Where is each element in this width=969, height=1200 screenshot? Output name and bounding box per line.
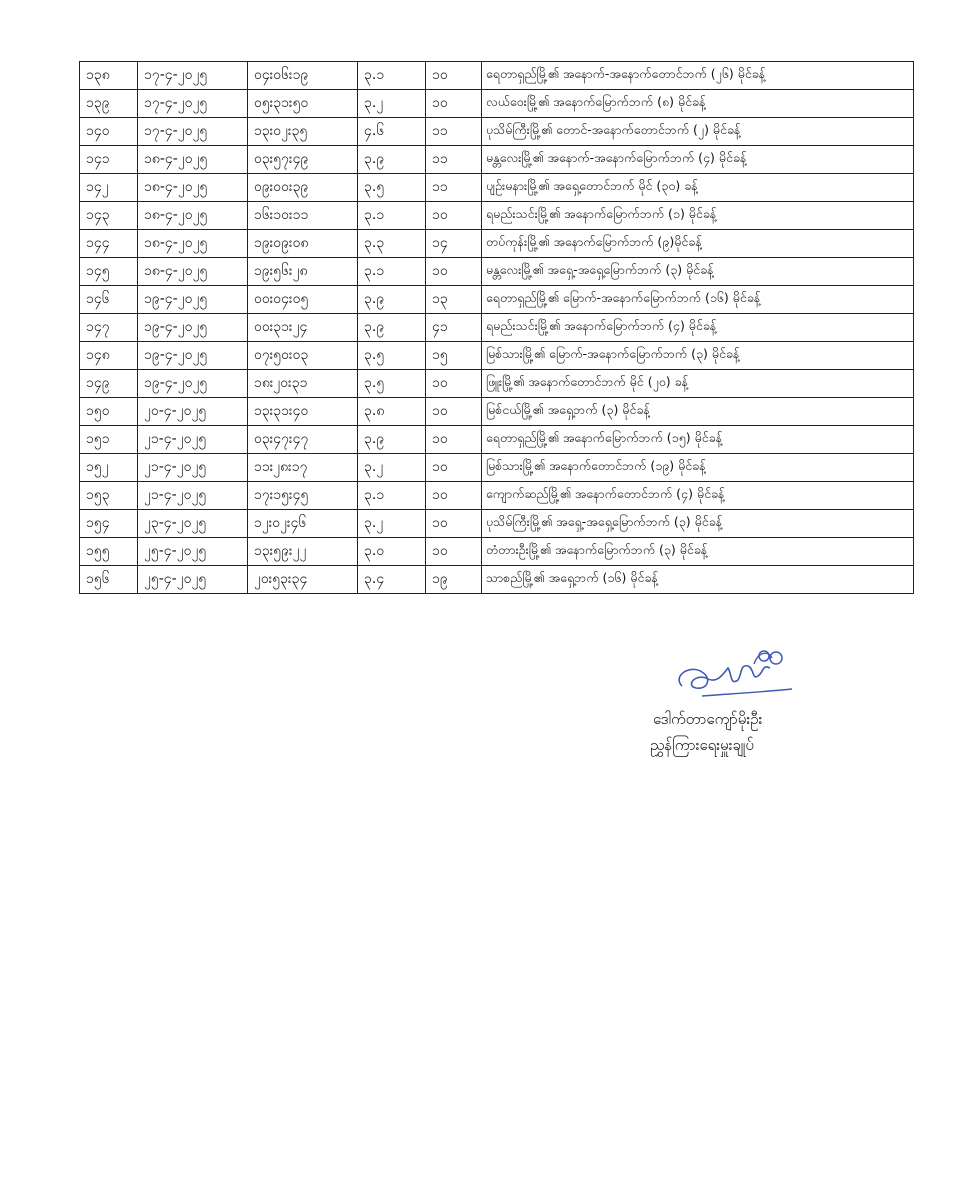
cell-magnitude: ၃.၉	[358, 146, 426, 174]
cell-number: ၁၃၉	[80, 90, 138, 118]
cell-depth: ၁၀	[426, 62, 482, 90]
cell-location: ဖြူးမြို့၏ အနောက်တောင်ဘက် မိုင် (၂၀) ခန့်	[482, 370, 914, 398]
cell-magnitude: ၃.၁	[358, 482, 426, 510]
cell-time: ၀၅း၃၁း၅၀	[248, 90, 358, 118]
table-row	[80, 398, 914, 426]
cell-depth: ၁၁	[426, 174, 482, 202]
cell-depth: ၁၀	[426, 258, 482, 286]
cell-depth: ၁၁	[426, 118, 482, 146]
cell-time: ၀၇း၅၀း၀၃	[248, 342, 358, 370]
cell-date: ၁၉-၄-၂၀၂၅	[138, 370, 248, 398]
cell-location: မြစ်သားမြို့၏ အနောက်တောင်ဘက် (၁၉) မိုင်ခန့်	[482, 454, 914, 482]
cell-time: ၁၆း၁၀း၁၁	[248, 202, 358, 230]
cell-magnitude: ၃.၅	[358, 342, 426, 370]
cell-number: ၁၄၀	[80, 118, 138, 146]
cell-time: ၀၀း၀၄း၀၅	[248, 286, 358, 314]
table-row	[80, 286, 914, 314]
cell-magnitude: ၃.၉	[358, 286, 426, 314]
cell-date: ၂၁-၄-၂၀၂၅	[138, 454, 248, 482]
cell-time: ၀၄း၀၆း၁၉	[248, 62, 358, 90]
cell-location: မြစ်သားမြို့၏ မြောက်-အနောက်မြောက်ဘက် (၃) မိုင်ခန့်	[482, 342, 914, 370]
cell-time: ၁၁း၂၈း၁၇	[248, 454, 358, 482]
cell-date: ၁၇-၄-၂၀၂၅	[138, 62, 248, 90]
cell-date: ၁၇-၄-၂၀၂၅	[138, 118, 248, 146]
cell-number: ၁၄၃	[80, 202, 138, 230]
cell-magnitude: ၃.၅	[358, 174, 426, 202]
cell-number: ၁၅၃	[80, 482, 138, 510]
cell-depth: ၁၀	[426, 370, 482, 398]
cell-magnitude: ၃.၈	[358, 398, 426, 426]
cell-depth: ၁၃	[426, 286, 482, 314]
cell-time: ၀၃း၄၇း၄၇	[248, 426, 358, 454]
table-row	[80, 454, 914, 482]
cell-time: ၁၉း၀၉း၀၈	[248, 230, 358, 258]
cell-date: ၁၇-၄-၂၀၂၅	[138, 90, 248, 118]
cell-time: ၀၀း၃၁း၂၄	[248, 314, 358, 342]
table-row	[80, 202, 914, 230]
table-row	[80, 230, 914, 258]
cell-date: ၁၉-၄-၂၀၂၅	[138, 286, 248, 314]
signature-block	[640, 646, 840, 758]
cell-time: ၂၀း၅၃း၃၄	[248, 566, 358, 594]
cell-date: ၂၅-၄-၂၀၂၅	[138, 566, 248, 594]
cell-magnitude: ၃.၉	[358, 314, 426, 342]
cell-location: ရေတာရှည်မြို့၏ အနောက်မြောက်ဘက် (၁၅) မိုင်ခန့်	[482, 426, 914, 454]
cell-depth: ၁၄	[426, 230, 482, 258]
cell-magnitude: ၃.၄	[358, 566, 426, 594]
cell-magnitude: ၃.၀	[358, 538, 426, 566]
cell-location: လယ်ဝေးမြို့၏ အနောက်မြောက်ဘက် (၈) မိုင်ခန့်	[482, 90, 914, 118]
table-row	[80, 118, 914, 146]
cell-location: ရမည်းသင်းမြို့၏ အနောက်မြောက်ဘက် (၁) မိုင်ခန့်	[482, 202, 914, 230]
cell-time: ၁၉း၅၆း၂၈	[248, 258, 358, 286]
cell-depth: ၁၀	[426, 90, 482, 118]
cell-location: တပ်ကုန်းမြို့၏ အနောက်မြောက်ဘက် (၉)မိုင်ခန့်	[482, 230, 914, 258]
cell-magnitude: ၃.၂	[358, 90, 426, 118]
cell-depth: ၁၀	[426, 538, 482, 566]
cell-number: ၁၄၇	[80, 314, 138, 342]
table-row	[80, 342, 914, 370]
cell-location: ပုသိမ်ကြီးမြို့၏ တောင်-အနောက်တောင်ဘက် (၂) မိုင်ခန့်	[482, 118, 914, 146]
cell-depth: ၁၀	[426, 510, 482, 538]
cell-location: မန္တလေးမြို့၏ အနောက်-အနောက်မြောက်ဘက် (၄) မိုင်ခန့်	[482, 146, 914, 174]
cell-magnitude: ၃.၁	[358, 258, 426, 286]
table-row	[80, 566, 914, 594]
cell-location: ပုသိမ်ကြီးမြို့၏ အရှေ့-အရှေ့မြောက်ဘက် (၃) မိုင်ခန့်	[482, 510, 914, 538]
cell-number: ၁၄၅	[80, 258, 138, 286]
cell-time: ၁၃း၃၁း၄၀	[248, 398, 358, 426]
cell-time: ၁၃း၅၉း၂၂	[248, 538, 358, 566]
table-row	[80, 314, 914, 342]
cell-location: မြစ်ငယ်မြို့၏ အရှေ့ဘက် (၃) မိုင်ခန့်	[482, 398, 914, 426]
cell-time: ၀၉း၀၀း၃၉	[248, 174, 358, 202]
cell-depth: ၁၀	[426, 426, 482, 454]
cell-time: ၁၂း၀၂း၄၆	[248, 510, 358, 538]
signatory-title: ညွှန်ကြားရေးမှူးချုပ်	[650, 736, 754, 754]
cell-number: ၁၄၆	[80, 286, 138, 314]
cell-number: ၁၄၁	[80, 146, 138, 174]
cell-location: သာစည်မြို့၏ အရှေ့ဘက် (၁၆) မိုင်ခန့်	[482, 566, 914, 594]
cell-magnitude: ၃.၁	[358, 62, 426, 90]
earthquake-table	[79, 61, 914, 594]
cell-time: ၁၈း၂၀း၃၁	[248, 370, 358, 398]
table-row	[80, 426, 914, 454]
cell-number: ၁၄၉	[80, 370, 138, 398]
table-row	[80, 146, 914, 174]
cell-location: ရမည်းသင်းမြို့၏ အနောက်မြောက်ဘက် (၄) မိုင်ခန့်	[482, 314, 914, 342]
cell-date: ၁၈-၄-၂၀၂၅	[138, 174, 248, 202]
handwritten-signature	[668, 646, 798, 706]
cell-magnitude: ၄.၆	[358, 118, 426, 146]
cell-number: ၁၅၅	[80, 538, 138, 566]
cell-location: ရေတာရှည်မြို့၏ မြောက်-အနောက်မြောက်ဘက် (၁၆) မိုင်ခန့်	[482, 286, 914, 314]
table-body	[80, 62, 914, 594]
cell-date: ၁၈-၄-၂၀၂၅	[138, 230, 248, 258]
cell-depth: ၄၁	[426, 314, 482, 342]
cell-date: ၁၈-၄-၂၀၂၅	[138, 146, 248, 174]
table-row	[80, 258, 914, 286]
cell-depth: ၁၅	[426, 342, 482, 370]
cell-location: ရေတာရှည်မြို့၏ အနောက်-အနောက်တောင်ဘက် (၂၆) မိုင်ခန့်	[482, 62, 914, 90]
cell-date: ၂၁-၄-၂၀၂၅	[138, 426, 248, 454]
cell-magnitude: ၃.၁	[358, 202, 426, 230]
table-row	[80, 370, 914, 398]
cell-date: ၂၀-၄-၂၀၂၅	[138, 398, 248, 426]
cell-date: ၂၁-၄-၂၀၂၅	[138, 482, 248, 510]
cell-depth: ၁၉	[426, 566, 482, 594]
cell-number: ၁၅၀	[80, 398, 138, 426]
cell-location: ပျဉ်းမနားမြို့၏ အရှေ့တောင်ဘက် မိုင် (၃၀) ခန့်	[482, 174, 914, 202]
table-row	[80, 62, 914, 90]
cell-date: ၁၉-၄-၂၀၂၅	[138, 314, 248, 342]
cell-magnitude: ၃.၉	[358, 426, 426, 454]
cell-magnitude: ၃.၃	[358, 230, 426, 258]
cell-number: ၁၅၆	[80, 566, 138, 594]
cell-date: ၁၉-၄-၂၀၂၅	[138, 342, 248, 370]
cell-number: ၁၅၂	[80, 454, 138, 482]
table-row	[80, 482, 914, 510]
cell-location: ကျောက်ဆည်မြို့၏ အနောက်တောင်ဘက် (၄) မိုင်ခန့်	[482, 482, 914, 510]
cell-magnitude: ၃.၂	[358, 510, 426, 538]
cell-location: မန္တလေးမြို့၏ အရှေ့-အရှေ့မြောက်ဘက် (၃) မိုင်ခန့်	[482, 258, 914, 286]
signatory-name: ဒေါက်တာကျော်မိုးဦး	[653, 710, 763, 728]
cell-depth: ၁၀	[426, 454, 482, 482]
cell-depth: ၁၁	[426, 146, 482, 174]
cell-depth: ၁၀	[426, 482, 482, 510]
cell-number: ၁၄၄	[80, 230, 138, 258]
cell-time: ၁၃း၀၂း၃၅	[248, 118, 358, 146]
cell-depth: ၁၀	[426, 398, 482, 426]
cell-number: ၁၄၂	[80, 174, 138, 202]
cell-time: ၁၇း၁၅း၄၅	[248, 482, 358, 510]
cell-depth: ၁၀	[426, 202, 482, 230]
cell-number: ၁၄၈	[80, 342, 138, 370]
table-row	[80, 174, 914, 202]
cell-number: ၁၃၈	[80, 62, 138, 90]
cell-time: ၀၃း၅၇း၄၉	[248, 146, 358, 174]
cell-date: ၁၈-၄-၂၀၂၅	[138, 258, 248, 286]
table-row	[80, 510, 914, 538]
cell-location: တံတားဦးမြို့၏ အနောက်မြောက်ဘက် (၃) မိုင်ခန့်	[482, 538, 914, 566]
cell-date: ၁၈-၄-၂၀၂၅	[138, 202, 248, 230]
table-row	[80, 538, 914, 566]
cell-number: ၁၅၄	[80, 510, 138, 538]
cell-number: ၁၅၁	[80, 426, 138, 454]
table-row	[80, 90, 914, 118]
cell-date: ၂၃-၄-၂၀၂၅	[138, 510, 248, 538]
cell-date: ၂၅-၄-၂၀၂၅	[138, 538, 248, 566]
cell-magnitude: ၃.၂	[358, 454, 426, 482]
cell-magnitude: ၃.၅	[358, 370, 426, 398]
